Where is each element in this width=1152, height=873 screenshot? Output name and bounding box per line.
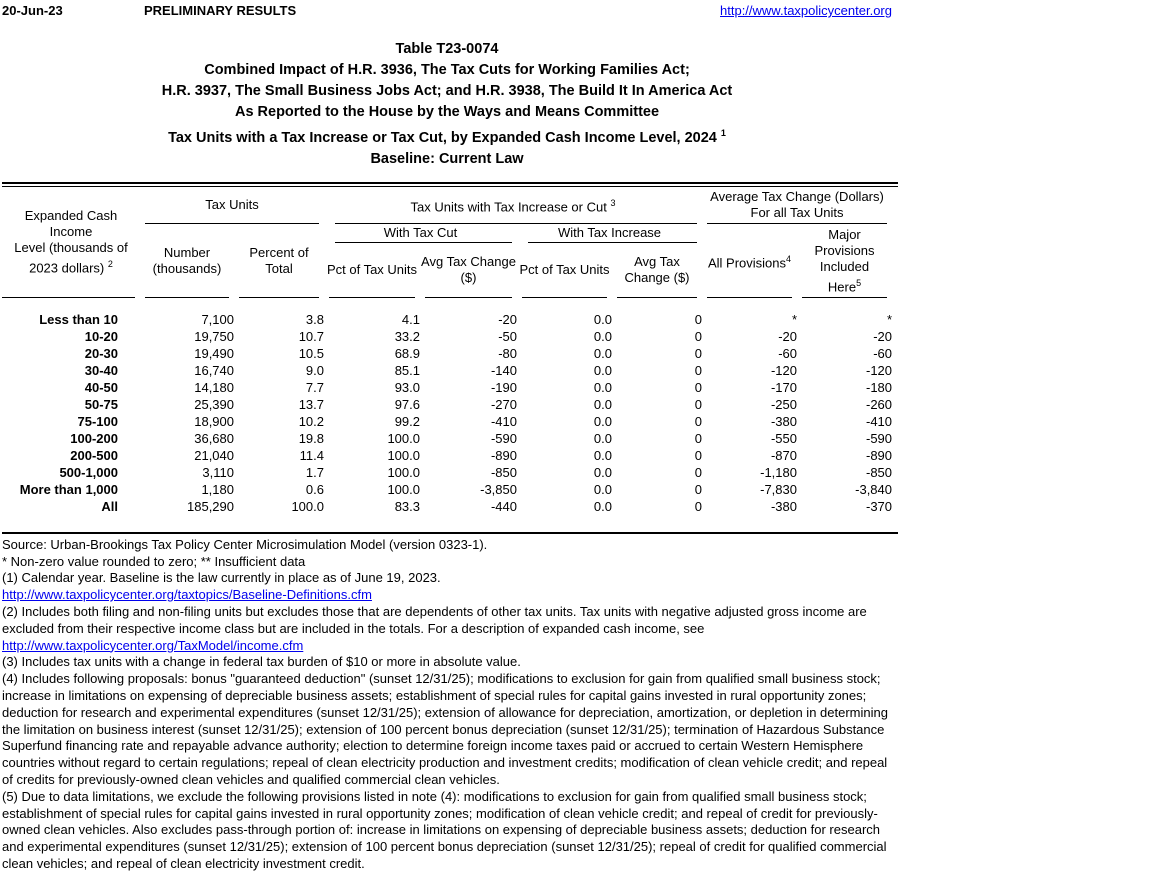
cell: -3,840	[855, 481, 893, 497]
table-body	[2, 298, 892, 518]
footnotes	[2, 537, 894, 873]
footnote-link-income-definition[interactable]: http://www.taxpolicycenter.org/TaxModel/income.cfm	[2, 637, 304, 653]
cell: 0.0	[593, 311, 612, 327]
header-bar	[2, 3, 892, 18]
cell: 93.0	[394, 379, 420, 395]
cell: 0	[694, 481, 702, 497]
cell: 0	[694, 413, 702, 429]
row-label: 20-30	[84, 345, 118, 361]
status-label: PRELIMINARY RESULTS	[144, 3, 297, 18]
group-header-increase-or-cut: Tax Units with Tax Increase or Cut $^3$	[324, 187, 702, 224]
subgroup-header-with-tax-cut: With Tax Cut	[324, 224, 517, 243]
cell: 19,750	[194, 328, 234, 344]
cell: 36,680	[194, 430, 234, 446]
cell: -1,180	[760, 464, 797, 480]
table-gap	[2, 518, 898, 532]
table-row	[2, 464, 892, 481]
table-row	[2, 481, 892, 498]
cell: 68.9	[394, 345, 420, 361]
cell: 0.0	[593, 447, 612, 463]
cell: 1,180	[201, 481, 234, 497]
title-line-3: H.R. 3937, The Small Business Jobs Act; and H.R. 3938, The Build It In America Act	[161, 83, 733, 99]
cell: 0	[694, 362, 702, 378]
cell: -120	[865, 362, 893, 378]
cell: -80	[498, 345, 517, 361]
table-row	[2, 430, 892, 447]
row-label: 30-40	[84, 362, 118, 378]
cell: -260	[865, 396, 893, 412]
cell: -410	[490, 413, 517, 429]
site-link[interactable]: http://www.taxpolicycenter.org	[720, 3, 892, 18]
cell: 0.0	[593, 362, 612, 378]
cell: -180	[865, 379, 893, 395]
title-table-number: Table T23-0074	[395, 41, 499, 57]
cell: -7,830	[760, 481, 797, 497]
cell: 0	[694, 328, 702, 344]
row-label: 200-500	[70, 447, 118, 463]
cell: 0	[694, 379, 702, 395]
page	[2, 3, 898, 873]
title-line-4: As Reported to the House by the Ways and Means Committee	[234, 104, 660, 120]
col-header-income-level: Expanded Cash Income Level (thousands of 2023 dollars) $^2$	[2, 187, 140, 298]
row-label: 40-50	[84, 379, 118, 395]
cell: 0	[694, 345, 702, 361]
footnote-legend: * Non-zero value rounded to zero; ** Insufficient data	[2, 553, 306, 569]
title-line-2: Combined Impact of H.R. 3936, The Tax Cuts for Working Families Act;	[204, 62, 690, 78]
table-bottom-rule	[2, 532, 898, 534]
cell: -20	[498, 311, 517, 327]
cell: -60	[778, 345, 797, 361]
row-label: 500-1,000	[59, 464, 118, 480]
cell: -890	[490, 447, 517, 463]
cell: 0	[694, 396, 702, 412]
table-row	[2, 379, 892, 396]
group-header-avg-tax-change: Average Tax Change (Dollars) For all Tax Units	[702, 187, 892, 224]
cell: -140	[490, 362, 517, 378]
footnote-3: (3) Includes tax units with a change in federal tax burden of $10 or more in absolute value.	[2, 654, 521, 670]
cell: 10.5	[298, 345, 324, 361]
col-header-percent-of-total: Percent of Total	[234, 224, 324, 298]
cell: -3,850	[480, 481, 517, 497]
cell: 19,490	[194, 345, 234, 361]
cell: -60	[873, 345, 893, 361]
cell: -850	[865, 464, 893, 480]
table-row	[2, 298, 892, 328]
cell: -440	[490, 498, 517, 514]
cell: 85.1	[394, 362, 420, 378]
cell: -270	[490, 396, 517, 412]
cell: 0	[694, 447, 702, 463]
row-label: 50-75	[84, 396, 118, 412]
cell: 97.6	[394, 396, 420, 412]
title-block	[2, 39, 892, 170]
footnote-link-baseline-definitions[interactable]: http://www.taxpolicycenter.org/taxtopics/Baseline-Definitions.cfm	[2, 587, 372, 603]
data-table	[2, 187, 892, 518]
table-row	[2, 345, 892, 362]
cell: 0	[694, 464, 702, 480]
title-line-6: Baseline: Current Law	[370, 150, 524, 167]
cell: -50	[498, 328, 517, 344]
cell: 99.2	[394, 413, 420, 429]
cell: -550	[770, 430, 797, 446]
cell: 0.0	[593, 481, 612, 497]
title-line-5: Tax Units with a Tax Increase or Tax Cut, by Expanded Cash Income Level, 2024 $^1$	[168, 128, 726, 146]
table-row	[2, 396, 892, 413]
cell: 185,290	[187, 498, 234, 514]
cell: 13.7	[298, 396, 324, 412]
cell: 0.0	[593, 379, 612, 395]
row-label: 10-20	[84, 328, 118, 344]
cell: -120	[770, 362, 797, 378]
table-row	[2, 447, 892, 464]
col-header-avg-tax-change-cut: Avg Tax Change ($)	[420, 243, 517, 298]
cell: 83.3	[394, 498, 420, 514]
row-label: 75-100	[77, 413, 118, 429]
col-header-pct-tax-units-cut: Pct of Tax Units	[324, 243, 420, 298]
cell: 100.0	[387, 447, 420, 463]
cell: 14,180	[194, 379, 234, 395]
cell: 0.0	[593, 413, 612, 429]
page-date: 20-Jun-23	[2, 3, 63, 18]
cell: 11.4	[299, 447, 324, 463]
cell: 100.0	[387, 464, 420, 480]
cell: 1.7	[305, 464, 324, 480]
cell: 3,110	[202, 464, 234, 480]
cell: 0.0	[593, 430, 612, 446]
cell: 0.0	[593, 498, 612, 514]
cell: *	[886, 311, 893, 327]
footnote-5: (5) Due to data limitations, we exclude the following provisions listed in note (4): modifications to exclusion for gain from qualified small business stock; establishment of special rules for capital gains invested in rural opportunity zones; modification of clean vehicle credit; and repeal of credit for previously-owned clean vehicles. Also excludes pass-through portion of: increase in limitations on expensing of depreciable business assets; deduction for research and experimental expenditures (sunset 12/31/25); extension of 100 percent bonus depreciation (sunset 12/31/25); repeal of credit for qualified commercial clean vehicles; and repeal of clean electricity investment credit.	[2, 788, 887, 871]
cell: -190	[490, 379, 517, 395]
cell: 19.8	[298, 430, 324, 446]
cell: 0	[694, 311, 702, 327]
footnote-4: (4) Includes following proposals: bonus "guaranteed deduction" (sunset 12/31/25); modifications to exclusion for gain from qualified small business stock; increase in limitations on expensing of depreciable business assets; establishment of special rules for capital gains invested in rural opportunity zones; deduction for research and experimental expenditures (sunset 12/31/25); extension of allowance for depreciation, amortization, or depletion in determining the limitation on business interest (sunset 12/31/25); extension of 100 percent bonus depreciation (sunset 12/31/25); termination of Hazardous Substance Superfund financing rate and repayable advance authority; election to determine foreign income taxes paid or accrued to certain Western Hemisphere countries without regard to certain regulations; repeal of clean electricity production and investment credits; modification of clean vehicle credit; and repeal of credits for previously-owned clean vehicles and qualified commercial clean vehicles.	[2, 671, 888, 787]
footnote-2: (2) Includes both filing and non-filing units but excludes those that are dependents of other tax units. Tax units with negative adjusted gross income are excluded from their respective income class but are included in the totals. For a description of expanded cash income, see	[2, 604, 867, 636]
col-header-number: Number (thousands)	[140, 224, 234, 298]
footnote-source: Source: Urban-Brookings Tax Policy Center Microsimulation Model (version 0323-1).	[2, 536, 488, 552]
cell: 0.0	[593, 464, 612, 480]
cell: 3.8	[305, 311, 324, 327]
cell: 100.0	[387, 481, 420, 497]
cell: -890	[865, 447, 893, 463]
cell: 9.0	[305, 362, 324, 378]
cell: 7.7	[305, 379, 324, 395]
cell: 0.0	[593, 328, 612, 344]
group-header-tax-units: Tax Units	[140, 187, 324, 224]
cell: -250	[770, 396, 797, 412]
col-header-avg-tax-change-increase: Avg Tax Change ($)	[612, 243, 702, 298]
cell: 21,040	[194, 447, 234, 463]
cell: 18,900	[194, 413, 234, 429]
table-row	[2, 413, 892, 430]
cell: -20	[873, 328, 893, 344]
col-header-major-provisions: Major Provisions Included Here$^5$	[797, 224, 892, 298]
col-header-all-provisions: All Provisions$^4$	[702, 224, 797, 298]
cell: 0	[694, 430, 702, 446]
cell: -590	[865, 430, 893, 446]
cell: 0.0	[593, 345, 612, 361]
footnote-1: (1) Calendar year. Baseline is the law currently in place as of June 19, 2023.	[2, 570, 441, 586]
cell: 16,740	[194, 362, 234, 378]
cell: 0	[694, 498, 702, 514]
cell: 100.0	[387, 430, 420, 446]
cell: -590	[490, 430, 517, 446]
table-row	[2, 362, 892, 379]
cell: -380	[770, 498, 797, 514]
cell: -20	[778, 328, 797, 344]
table-row	[2, 498, 892, 518]
row-label: More than 1,000	[19, 481, 118, 497]
row-label: All	[101, 498, 118, 514]
row-label: Less than 10	[39, 311, 118, 327]
subgroup-header-with-tax-increase: With Tax Increase	[517, 224, 702, 243]
cell: 25,390	[194, 396, 234, 412]
cell: -170	[770, 379, 797, 395]
cell: 0.6	[305, 481, 324, 497]
cell: -370	[865, 498, 893, 514]
cell: 33.2	[394, 328, 420, 344]
cell: *	[791, 311, 797, 327]
row-label: 100-200	[70, 430, 118, 446]
cell: 0.0	[593, 396, 612, 412]
cell: -410	[865, 413, 893, 429]
cell: -870	[770, 447, 797, 463]
cell: -380	[770, 413, 797, 429]
cell: 100.0	[291, 498, 324, 514]
cell: 10.7	[298, 328, 324, 344]
cell: 7,100	[201, 311, 234, 327]
table-row	[2, 328, 892, 345]
cell: 4.1	[401, 311, 420, 327]
cell: -850	[490, 464, 517, 480]
col-header-pct-tax-units-increase: Pct of Tax Units	[517, 243, 612, 298]
cell: 10.2	[298, 413, 324, 429]
